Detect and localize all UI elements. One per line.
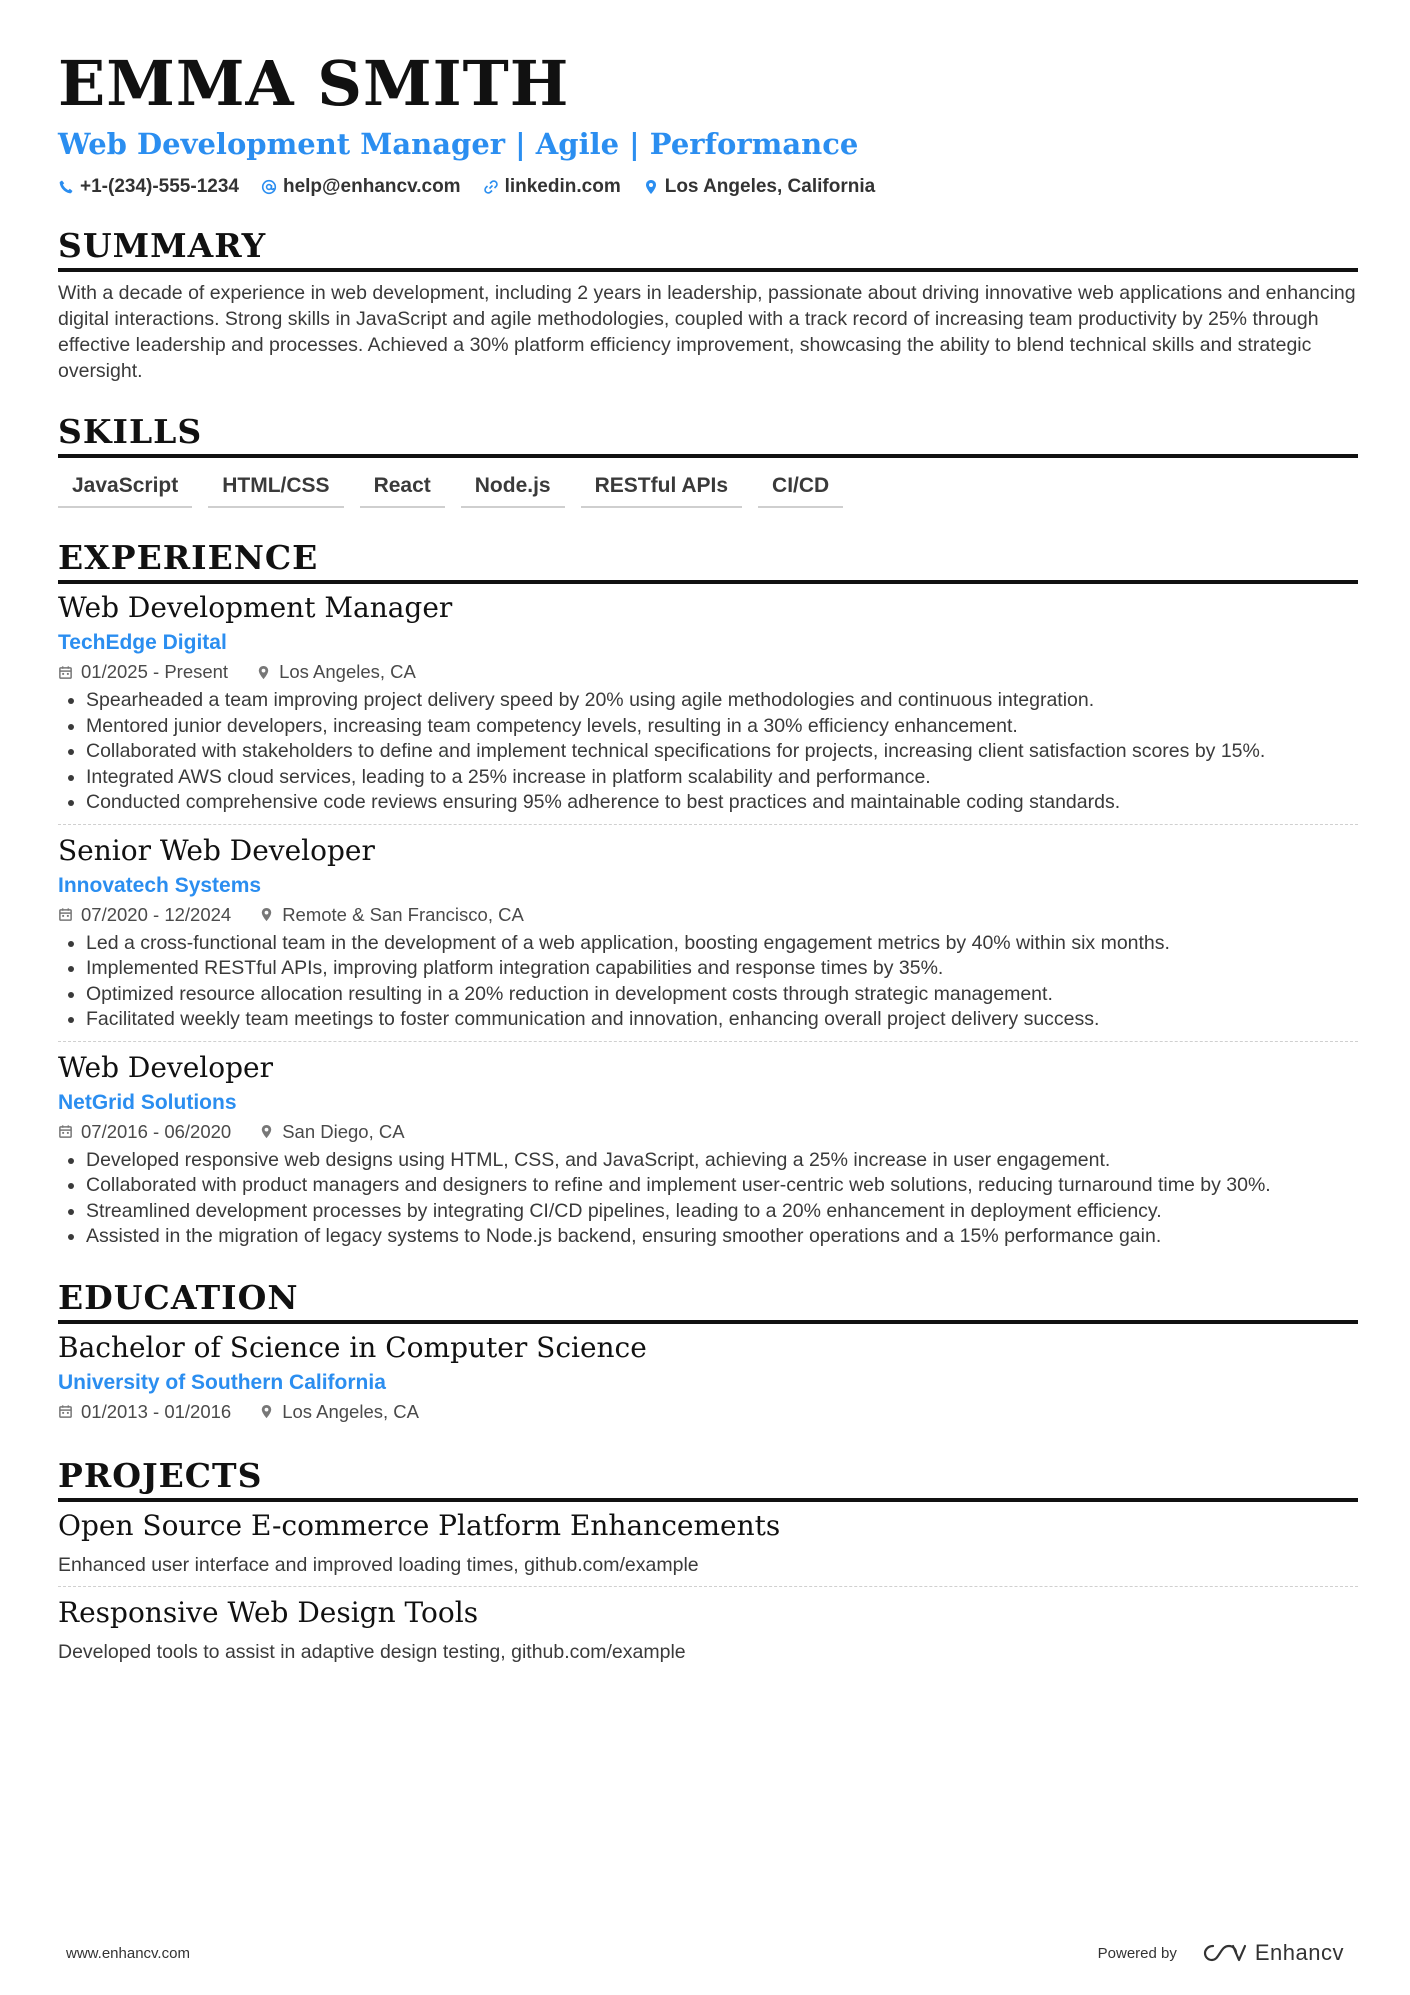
at-icon — [261, 179, 277, 195]
contact-email-text: help@enhancv.com — [282, 176, 461, 197]
job-meta — [58, 901, 1358, 929]
skill-tag: JavaScript — [58, 474, 192, 508]
education-entry — [58, 1330, 1358, 1426]
bullet-item: • Assisted in the migration of legacy systems to Node.js backend, ensuring smoother operations and a 15% performance gain. — [86, 1224, 1358, 1250]
job-location — [259, 901, 524, 929]
job-dates-text: 07/2020 - 12/2024 — [81, 903, 232, 925]
job-title: Senior Web Developer — [58, 833, 375, 867]
resume-header — [58, 44, 1358, 198]
company-name: Innovatech Systems — [58, 873, 262, 897]
page-footer — [66, 1940, 1344, 1966]
bullet-item: • Mentored junior developers, increasing team competency levels, resulting in a 30% efficiency enhancement. — [86, 714, 1358, 740]
skill-tag: Node.js — [461, 474, 565, 508]
project-entry — [58, 1595, 1358, 1665]
skill-tag: React — [360, 474, 445, 508]
contact-linkedin-text: linkedin.com — [504, 176, 621, 197]
projects-title: PROJECTS — [58, 1456, 1358, 1502]
candidate-name: EMMA SMITH — [58, 47, 570, 120]
contact-phone-text: +1-(234)-555-1234 — [80, 176, 239, 197]
job-location — [259, 1118, 404, 1146]
bullet-item: • Led a cross-functional team in the development of a web application, boosting engagement metrics by 40% within six months. — [86, 931, 1358, 957]
bullet-item: • Developed responsive web designs using HTML, CSS, and JavaScript, achieving a 25% increase in user engagement. — [86, 1148, 1358, 1174]
job-meta — [58, 658, 1358, 686]
project-name: Open Source E-commerce Platform Enhancements — [58, 1508, 781, 1542]
experience-section — [58, 538, 1358, 1250]
phone-icon — [58, 179, 74, 195]
summary-section — [58, 226, 1358, 384]
education-meta — [58, 1398, 1358, 1426]
location-icon — [259, 1124, 274, 1139]
job-dates — [58, 658, 228, 686]
footer-website-link[interactable]: www.enhancv.com — [66, 1944, 190, 1962]
contact-linkedin[interactable] — [483, 176, 621, 198]
job-dates — [58, 901, 231, 929]
entry-divider — [58, 1586, 1358, 1587]
link-icon — [483, 179, 499, 195]
job-meta — [58, 1118, 1358, 1146]
candidate-headline: Web Development Manager | Agile | Performance — [58, 127, 859, 161]
bullet-item: • Collaborated with product managers and designers to refine and implement user-centric web solutions, reducing turnaround time by 30%. — [86, 1173, 1358, 1199]
calendar-icon — [58, 907, 73, 922]
experience-entry — [58, 1050, 1358, 1250]
brand-logo[interactable] — [1203, 1940, 1344, 1966]
education-dates — [58, 1398, 231, 1426]
contact-phone[interactable] — [58, 176, 239, 198]
bullet-item: • Optimized resource allocation resulting in a 20% reduction in development costs through strategic management. — [86, 982, 1358, 1008]
education-title: EDUCATION — [58, 1278, 1358, 1324]
contact-location — [643, 176, 875, 198]
summary-title: SUMMARY — [58, 226, 1358, 272]
education-section — [58, 1278, 1358, 1426]
job-title: Web Developer — [58, 1050, 273, 1084]
experience-entry — [58, 590, 1358, 816]
company-name: NetGrid Solutions — [58, 1090, 237, 1114]
project-description: Enhanced user interface and improved loading times, github.com/example — [58, 1553, 699, 1576]
skills-title: SKILLS — [58, 412, 1358, 458]
contact-bar — [58, 176, 1358, 198]
job-location-text: Remote & San Francisco, CA — [282, 903, 524, 925]
skills-section — [58, 412, 1358, 508]
company-name: TechEdge Digital — [58, 631, 227, 654]
contact-location-text: Los Angeles, California — [664, 176, 876, 197]
summary-text: With a decade of experience in web development, including 2 years in leadership, passionate about driving innovative web applications and enhancing digital interactions. Strong skills in JavaScript and agile methodologies, coupled with a track record of increasing team productivity by 25% through effective leadership and processes. Achieved a 30% platform efficiency improvement, showcasing the ability to blend technical skills and strategic oversight. — [58, 282, 1356, 382]
skill-tag: CI/CD — [758, 474, 843, 508]
enhancv-logo-icon — [1203, 1943, 1247, 1963]
calendar-icon — [58, 1404, 73, 1419]
project-entry — [58, 1508, 1358, 1578]
bullet-item: • Integrated AWS cloud services, leading to a 25% increase in platform scalability and performance. — [86, 765, 1358, 791]
education-dates-text: 01/2013 - 01/2016 — [81, 1400, 232, 1422]
job-bullets — [58, 931, 1358, 1033]
bullet-item: • Streamlined development processes by integrating CI/CD pipelines, leading to a 20% enhancement in deployment efficiency. — [86, 1199, 1358, 1225]
brand-name: Enhancv — [1254, 1940, 1344, 1965]
skill-tag: HTML/CSS — [208, 474, 343, 508]
job-dates-text: 07/2016 - 06/2020 — [81, 1120, 232, 1142]
contact-email[interactable] — [261, 176, 461, 198]
degree-title: Bachelor of Science in Computer Science — [58, 1330, 647, 1364]
location-icon — [259, 1404, 274, 1419]
bullet-item: • Conducted comprehensive code reviews ensuring 95% adherence to best practices and maintainable coding standards. — [86, 790, 1358, 816]
location-icon — [643, 179, 659, 195]
projects-section — [58, 1456, 1358, 1665]
job-location — [256, 658, 416, 686]
education-location — [259, 1398, 419, 1426]
bullet-item: • Implemented RESTful APIs, improving platform integration capabilities and response times by 35%. — [86, 956, 1358, 982]
project-name: Responsive Web Design Tools — [58, 1595, 479, 1629]
experience-entry — [58, 833, 1358, 1033]
job-location-text: Los Angeles, CA — [279, 661, 416, 682]
powered-by-label: Powered by — [1097, 1944, 1177, 1962]
entry-divider — [58, 824, 1358, 825]
job-dates — [58, 1118, 231, 1146]
bullet-item: • Collaborated with stakeholders to define and implement technical specifications for projects, increasing client satisfaction scores by 15%. — [86, 739, 1358, 765]
job-location-text: San Diego, CA — [282, 1120, 405, 1142]
skill-tag: RESTful APIs — [581, 474, 742, 508]
job-dates-text: 01/2025 - Present — [81, 661, 229, 682]
job-title: Web Development Manager — [58, 591, 453, 624]
experience-title: EXPERIENCE — [58, 538, 1358, 584]
skills-list — [58, 474, 1358, 508]
location-icon — [259, 907, 274, 922]
location-icon — [256, 665, 271, 680]
bullet-item: • Facilitated weekly team meetings to foster communication and innovation, enhancing overall project delivery success. — [86, 1007, 1358, 1033]
job-bullets — [58, 688, 1358, 816]
job-bullets — [58, 1148, 1358, 1250]
calendar-icon — [58, 665, 73, 680]
resume-page — [58, 44, 1358, 1665]
calendar-icon — [58, 1124, 73, 1139]
school-name: University of Southern California — [58, 1370, 386, 1394]
project-description: Developed tools to assist in adaptive design testing, github.com/example — [58, 1640, 686, 1663]
entry-divider — [58, 1041, 1358, 1042]
education-location-text: Los Angeles, CA — [282, 1400, 419, 1422]
bullet-item: • Spearheaded a team improving project delivery speed by 20% using agile methodologies and continuous integration. — [86, 688, 1358, 714]
powered-by — [1098, 1940, 1344, 1966]
